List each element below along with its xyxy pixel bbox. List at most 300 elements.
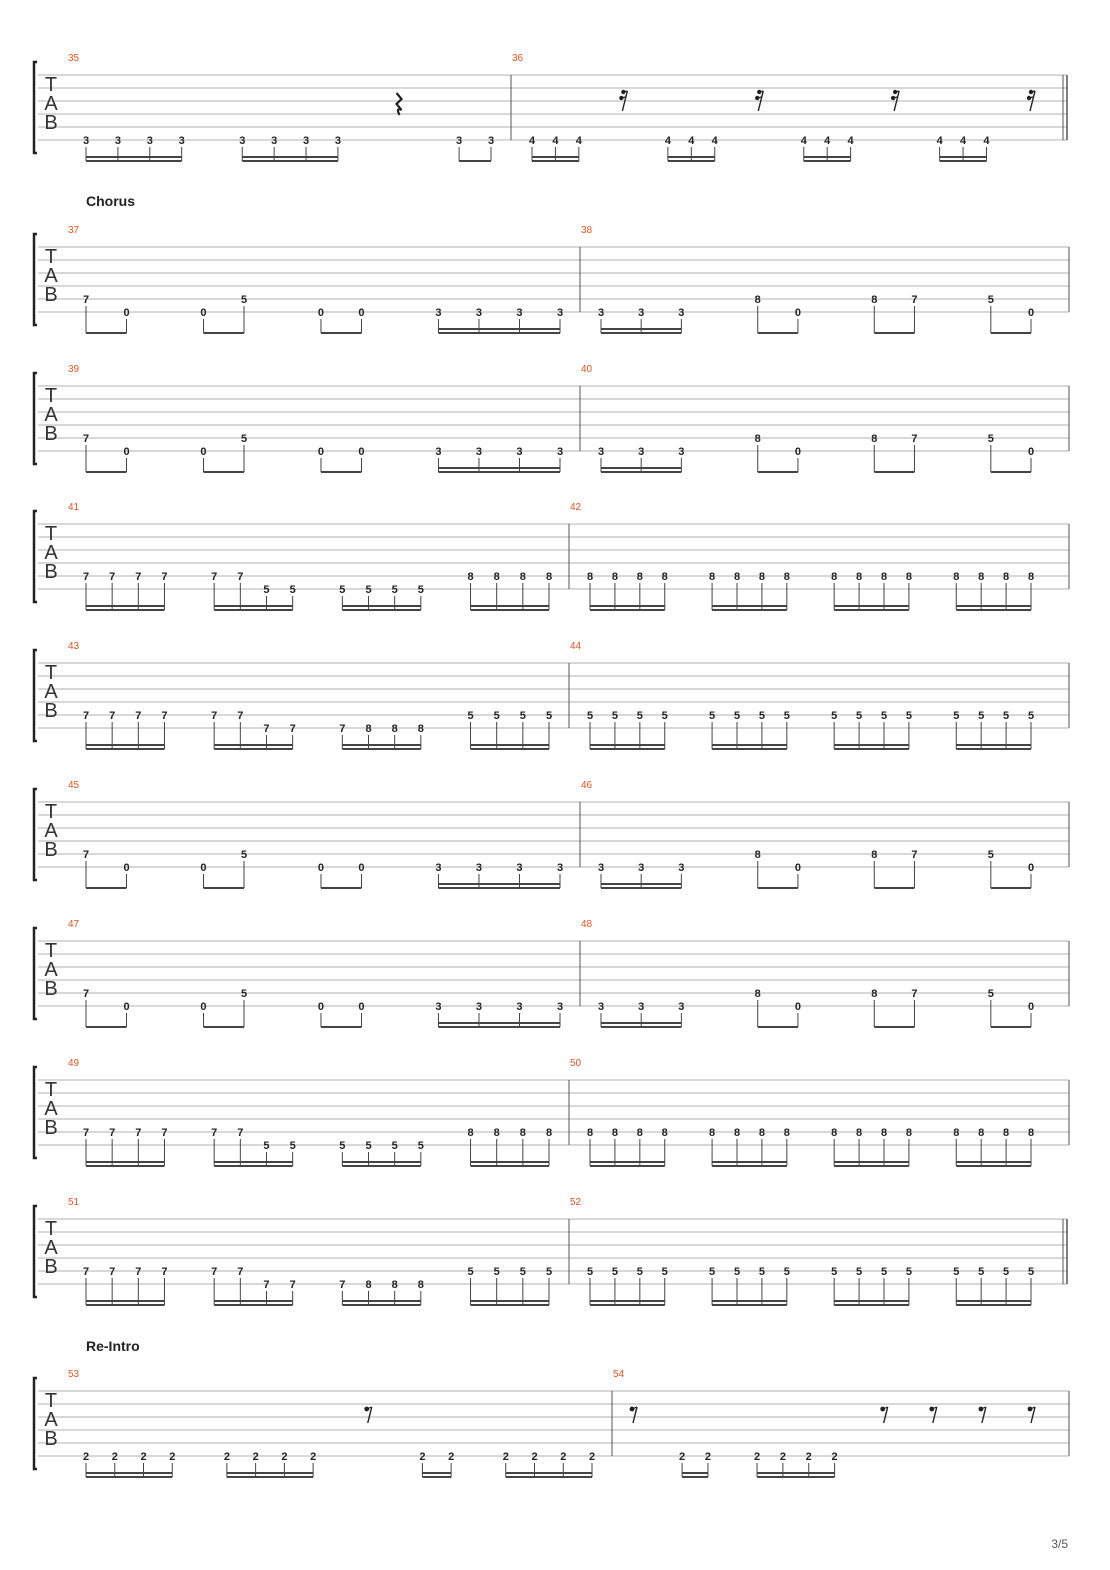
fret-number: 5	[783, 1266, 790, 1278]
fret-number: 0	[358, 1001, 365, 1013]
fret-number: 3	[678, 862, 685, 874]
fret-number: 5	[661, 710, 668, 722]
fret-number: 8	[856, 571, 863, 583]
fret-number: 3	[556, 307, 564, 319]
fret-number: 7	[211, 710, 218, 722]
eighth-rest	[364, 1407, 371, 1423]
fret-number: 3	[435, 446, 442, 458]
system-bracket	[34, 789, 37, 880]
fret-number: 3	[487, 135, 495, 147]
tab-system	[34, 1369, 1069, 1477]
fret-number: 5	[519, 710, 526, 722]
fret-number: 4	[528, 135, 536, 147]
fret-number: 8	[661, 571, 668, 583]
tab-clef-letter: T	[44, 385, 58, 407]
fret-number: 3	[556, 446, 564, 458]
fret-number: 0	[794, 307, 801, 319]
tab-clef-letter: A	[44, 1409, 58, 1431]
fret-number: 8	[467, 1127, 474, 1139]
fret-number: 5	[905, 1266, 912, 1278]
fret-number: 5	[661, 1266, 668, 1278]
fret-number: 0	[358, 307, 365, 319]
fret-number: 5	[240, 849, 248, 861]
eighth-rest	[630, 1407, 637, 1423]
fret-number: 3	[678, 307, 685, 319]
measure-number: 39	[68, 364, 80, 375]
fret-number: 7	[237, 710, 244, 722]
fret-number: 5	[733, 1266, 741, 1278]
fret-number: 3	[678, 1001, 685, 1013]
eighth-rest	[1028, 1407, 1035, 1423]
fret-number: 5	[636, 710, 643, 722]
measure-number: 46	[581, 780, 593, 791]
fret-number: 7	[211, 1127, 218, 1139]
fret-number: 3	[239, 135, 246, 147]
fret-number: 5	[467, 710, 474, 722]
fret-number: 5	[240, 433, 248, 445]
fret-number: 3	[302, 135, 310, 147]
fret-number: 2	[448, 1451, 455, 1463]
fret-number: 7	[135, 710, 142, 722]
fret-number: 8	[636, 571, 643, 583]
fret-number: 3	[456, 135, 463, 147]
tab-clef-letter: A	[44, 1098, 58, 1120]
fret-number: 0	[317, 862, 325, 874]
tab-system	[34, 919, 1069, 1027]
tab-clef-letter: B	[44, 561, 58, 583]
fret-number: 8	[1003, 571, 1010, 583]
fret-number: 7	[82, 294, 90, 306]
fret-number: 7	[911, 433, 918, 445]
fret-number: 0	[358, 446, 365, 458]
tab-clef-letter: B	[44, 112, 58, 134]
fret-number: 7	[135, 571, 142, 583]
fret-number: 7	[82, 988, 90, 1000]
tab-clef-letter: A	[44, 404, 58, 426]
fret-number: 7	[161, 1127, 168, 1139]
fret-number: 5	[365, 584, 372, 596]
fret-number: 2	[805, 1451, 812, 1463]
fret-number: 4	[575, 135, 582, 147]
fret-number: 8	[871, 988, 878, 1000]
system-bracket	[34, 62, 37, 153]
fret-number: 4	[688, 135, 695, 147]
fret-number: 8	[856, 1127, 863, 1139]
fret-number: 7	[135, 1127, 142, 1139]
fret-number: 4	[959, 135, 967, 147]
fret-number: 5	[493, 1266, 500, 1278]
fret-number: 0	[794, 862, 801, 874]
fret-number: 7	[109, 1127, 116, 1139]
fret-number: 7	[339, 723, 346, 735]
fret-number: 3	[638, 1001, 645, 1013]
fret-number: 7	[82, 849, 90, 861]
fret-number: 2	[560, 1451, 567, 1463]
tab-system	[34, 364, 1069, 472]
fret-number: 8	[754, 849, 761, 861]
fret-number: 5	[391, 584, 398, 596]
fret-number: 5	[709, 1266, 716, 1278]
fret-number: 2	[169, 1451, 176, 1463]
fret-number: 5	[758, 1266, 765, 1278]
fret-number: 3	[475, 307, 483, 319]
fret-number: 2	[111, 1451, 118, 1463]
fret-number: 8	[709, 1127, 716, 1139]
fret-number: 5	[240, 294, 248, 306]
fret-number: 5	[289, 584, 296, 596]
system-bracket	[34, 373, 37, 464]
tab-clef-letter: B	[44, 700, 58, 722]
fret-number: 2	[779, 1451, 786, 1463]
fret-number: 8	[831, 571, 838, 583]
page-number: 3/5	[1051, 1537, 1068, 1551]
fret-number: 0	[317, 446, 325, 458]
fret-number: 7	[211, 1266, 218, 1278]
tab-clef-letter: T	[44, 1079, 58, 1101]
tab-clef-letter: B	[44, 1428, 58, 1450]
tab-system	[34, 641, 1069, 749]
fret-number: 8	[754, 433, 761, 445]
fret-number: 5	[263, 1140, 270, 1152]
fret-number: 4	[552, 135, 559, 147]
fret-number: 5	[493, 710, 500, 722]
fret-number: 5	[987, 988, 994, 1000]
tab-system	[34, 780, 1069, 888]
fret-number: 3	[638, 446, 645, 458]
fret-number: 8	[365, 1279, 372, 1291]
fret-number: 7	[161, 571, 168, 583]
system-bracket	[34, 928, 37, 1019]
fret-number: 8	[754, 988, 761, 1000]
fret-number: 0	[1027, 307, 1035, 319]
tab-clef-letter: B	[44, 839, 58, 861]
fret-number: 5	[880, 710, 888, 722]
tab-clef-letter: B	[44, 284, 58, 306]
fret-number: 3	[516, 307, 523, 319]
measure-number: 36	[512, 53, 524, 64]
fret-number: 7	[289, 1279, 296, 1291]
fret-number: 5	[339, 584, 346, 596]
fret-number: 2	[310, 1451, 317, 1463]
fret-number: 0	[200, 307, 207, 319]
fret-number: 8	[1003, 1127, 1010, 1139]
fret-number: 7	[263, 723, 270, 735]
fret-number: 7	[82, 1266, 90, 1278]
system-bracket	[34, 650, 37, 741]
system-bracket	[34, 234, 37, 325]
fret-number: 7	[82, 571, 90, 583]
fret-number: 2	[140, 1451, 147, 1463]
system-bracket	[34, 1378, 37, 1469]
fret-number: 0	[1027, 1001, 1035, 1013]
fret-number: 5	[467, 1266, 474, 1278]
fret-number: 8	[758, 1127, 765, 1139]
fret-number: 2	[831, 1451, 838, 1463]
fret-number: 2	[502, 1451, 509, 1463]
fret-number: 8	[545, 1127, 553, 1139]
fret-number: 5	[586, 1266, 594, 1278]
fret-number: 8	[1027, 1127, 1035, 1139]
fret-number: 8	[880, 1127, 888, 1139]
fret-number: 7	[263, 1279, 270, 1291]
measure-number: 53	[68, 1369, 80, 1380]
fret-number: 7	[161, 710, 168, 722]
tab-system	[34, 1197, 1067, 1305]
measure-number: 44	[570, 641, 582, 652]
system-bracket	[34, 1067, 37, 1158]
fret-number: 8	[905, 1127, 912, 1139]
fret-number: 8	[365, 723, 372, 735]
fret-number: 5	[978, 1266, 985, 1278]
tab-clef-letter: A	[44, 93, 58, 115]
fret-number: 5	[831, 710, 838, 722]
fret-number: 4	[936, 135, 943, 147]
fret-number: 8	[611, 1127, 618, 1139]
fret-number: 8	[391, 723, 398, 735]
fret-number: 5	[1003, 710, 1010, 722]
fret-number: 5	[339, 1140, 346, 1152]
fret-number: 7	[161, 1266, 168, 1278]
tab-clef-letter: A	[44, 265, 58, 287]
measure-number: 54	[613, 1369, 625, 1380]
fret-number: 8	[391, 1279, 398, 1291]
fret-number: 5	[733, 710, 741, 722]
fret-number: 8	[953, 1127, 960, 1139]
fret-number: 7	[109, 710, 116, 722]
fret-number: 3	[435, 862, 442, 874]
fret-number: 8	[417, 1279, 424, 1291]
fret-number: 8	[953, 571, 960, 583]
fret-number: 3	[114, 135, 121, 147]
sixteenth-rest	[1027, 90, 1035, 111]
fret-number: 0	[1027, 862, 1035, 874]
fret-number: 0	[123, 307, 130, 319]
fret-number: 8	[871, 294, 878, 306]
fret-number: 8	[978, 1127, 985, 1139]
fret-number: 0	[317, 307, 325, 319]
fret-number: 3	[146, 135, 153, 147]
tab-clef-letter: T	[44, 662, 58, 684]
fret-number: 3	[82, 135, 90, 147]
tab-clef-letter: B	[44, 1117, 58, 1139]
tab-clef-letter: B	[44, 423, 58, 445]
fret-number: 2	[679, 1451, 686, 1463]
fret-number: 3	[435, 1001, 442, 1013]
fret-number: 7	[82, 433, 90, 445]
fret-number: 4	[983, 135, 990, 147]
section-label-chorus: Chorus	[86, 193, 135, 209]
sixteenth-rest	[619, 90, 627, 111]
fret-number: 3	[178, 135, 185, 147]
fret-number: 8	[871, 433, 878, 445]
fret-number: 5	[758, 710, 765, 722]
tab-clef-letter: B	[44, 978, 58, 1000]
fret-number: 8	[636, 1127, 643, 1139]
fret-number: 5	[611, 1266, 618, 1278]
section-label-reintro: Re-Intro	[86, 1338, 140, 1354]
fret-number: 3	[638, 862, 645, 874]
fret-number: 0	[200, 446, 207, 458]
fret-number: 4	[824, 135, 831, 147]
measure-number: 35	[68, 53, 80, 64]
fret-number: 3	[475, 1001, 483, 1013]
fret-number: 5	[905, 710, 912, 722]
fret-number: 4	[800, 135, 807, 147]
fret-number: 3	[556, 862, 564, 874]
fret-number: 8	[417, 723, 424, 735]
system-bracket	[34, 511, 37, 602]
fret-number: 2	[419, 1451, 426, 1463]
tab-system	[34, 502, 1069, 610]
fret-number: 2	[223, 1451, 230, 1463]
fret-number: 5	[831, 1266, 838, 1278]
fret-number: 5	[289, 1140, 296, 1152]
fret-number: 8	[831, 1127, 838, 1139]
fret-number: 5	[709, 710, 716, 722]
fret-number: 2	[753, 1451, 761, 1463]
fret-number: 3	[597, 446, 605, 458]
fret-number: 5	[1027, 710, 1035, 722]
fret-number: 2	[704, 1451, 712, 1463]
fret-number: 8	[754, 294, 761, 306]
fret-number: 8	[709, 571, 716, 583]
fret-number: 5	[263, 584, 270, 596]
fret-number: 7	[135, 1266, 142, 1278]
fret-number: 5	[365, 1140, 372, 1152]
fret-number: 7	[911, 294, 918, 306]
fret-number: 8	[733, 1127, 741, 1139]
fret-number: 5	[545, 710, 553, 722]
fret-number: 0	[317, 1001, 325, 1013]
fret-number: 3	[271, 135, 278, 147]
tab-system	[34, 1058, 1069, 1166]
fret-number: 5	[880, 1266, 888, 1278]
tab-clef-letter: A	[44, 681, 58, 703]
eighth-rest	[880, 1407, 887, 1423]
fret-number: 8	[467, 571, 474, 583]
fret-number: 0	[200, 1001, 207, 1013]
fret-number: 5	[953, 1266, 960, 1278]
fret-number: 5	[391, 1140, 398, 1152]
sixteenth-rest	[755, 90, 763, 111]
fret-number: 3	[597, 862, 605, 874]
fret-number: 3	[597, 1001, 605, 1013]
measure-number: 41	[68, 502, 80, 513]
measure-number: 52	[570, 1197, 582, 1208]
fret-number: 5	[856, 710, 863, 722]
fret-number: 7	[237, 1266, 244, 1278]
fret-number: 8	[880, 571, 888, 583]
measure-number: 40	[581, 364, 593, 375]
fret-number: 5	[586, 710, 594, 722]
fret-number: 7	[211, 571, 218, 583]
fret-number: 5	[1027, 1266, 1035, 1278]
fret-number: 0	[200, 862, 207, 874]
measure-number: 50	[570, 1058, 582, 1069]
tab-clef-letter: T	[44, 1218, 58, 1240]
fret-number: 8	[758, 571, 765, 583]
fret-number: 4	[664, 135, 671, 147]
fret-number: 5	[636, 1266, 643, 1278]
quarter-rest	[397, 93, 402, 115]
fret-number: 8	[1027, 571, 1035, 583]
fret-number: 0	[794, 446, 801, 458]
fret-number: 5	[417, 584, 424, 596]
measure-number: 47	[68, 919, 80, 930]
tab-clef-letter: T	[44, 246, 58, 268]
fret-number: 5	[417, 1140, 424, 1152]
fret-number: 8	[545, 571, 553, 583]
fret-number: 3	[638, 307, 645, 319]
tab-clef-letter: A	[44, 1237, 58, 1259]
fret-number: 5	[240, 988, 248, 1000]
sixteenth-rest	[891, 90, 899, 111]
tab-clef-letter: T	[44, 1390, 58, 1412]
measure-number: 49	[68, 1058, 80, 1069]
fret-number: 3	[516, 862, 523, 874]
fret-number: 3	[516, 1001, 523, 1013]
fret-number: 7	[82, 1127, 90, 1139]
fret-number: 8	[586, 1127, 594, 1139]
tab-clef-letter: T	[44, 523, 58, 545]
fret-number: 3	[678, 446, 685, 458]
fret-number: 2	[252, 1451, 259, 1463]
tab-system	[34, 53, 1067, 161]
fret-number: 7	[289, 723, 296, 735]
measure-number: 48	[581, 919, 593, 930]
fret-number: 3	[475, 862, 483, 874]
measure-number: 45	[68, 780, 80, 791]
fret-number: 8	[871, 849, 878, 861]
fret-number: 5	[611, 710, 618, 722]
fret-number: 3	[556, 1001, 564, 1013]
fret-number: 7	[237, 571, 244, 583]
fret-number: 2	[82, 1451, 90, 1463]
fret-number: 0	[123, 446, 130, 458]
eighth-rest	[978, 1407, 985, 1423]
eighth-rest	[929, 1407, 936, 1423]
fret-number: 3	[435, 307, 442, 319]
tab-clef-letter: T	[44, 74, 58, 96]
fret-number: 8	[783, 571, 790, 583]
fret-number: 5	[856, 1266, 863, 1278]
fret-number: 2	[281, 1451, 288, 1463]
fret-number: 8	[905, 571, 912, 583]
fret-number: 7	[109, 1266, 116, 1278]
fret-number: 7	[911, 849, 918, 861]
fret-number: 4	[711, 135, 718, 147]
fret-number: 5	[953, 710, 960, 722]
fret-number: 5	[987, 849, 994, 861]
fret-number: 8	[661, 1127, 668, 1139]
fret-number: 7	[339, 1279, 346, 1291]
fret-number: 8	[493, 1127, 500, 1139]
system-bracket	[34, 1206, 37, 1297]
measure-number: 38	[581, 225, 593, 236]
fret-number: 8	[733, 571, 741, 583]
fret-number: 3	[516, 446, 523, 458]
fret-number: 0	[358, 862, 365, 874]
fret-number: 5	[783, 710, 790, 722]
fret-number: 3	[475, 446, 483, 458]
tab-clef-letter: T	[44, 940, 58, 962]
fret-number: 4	[847, 135, 854, 147]
fret-number: 5	[987, 294, 994, 306]
fret-number: 2	[588, 1451, 596, 1463]
fret-number: 5	[519, 1266, 526, 1278]
tab-clef-letter: A	[44, 820, 58, 842]
fret-number: 8	[783, 1127, 790, 1139]
